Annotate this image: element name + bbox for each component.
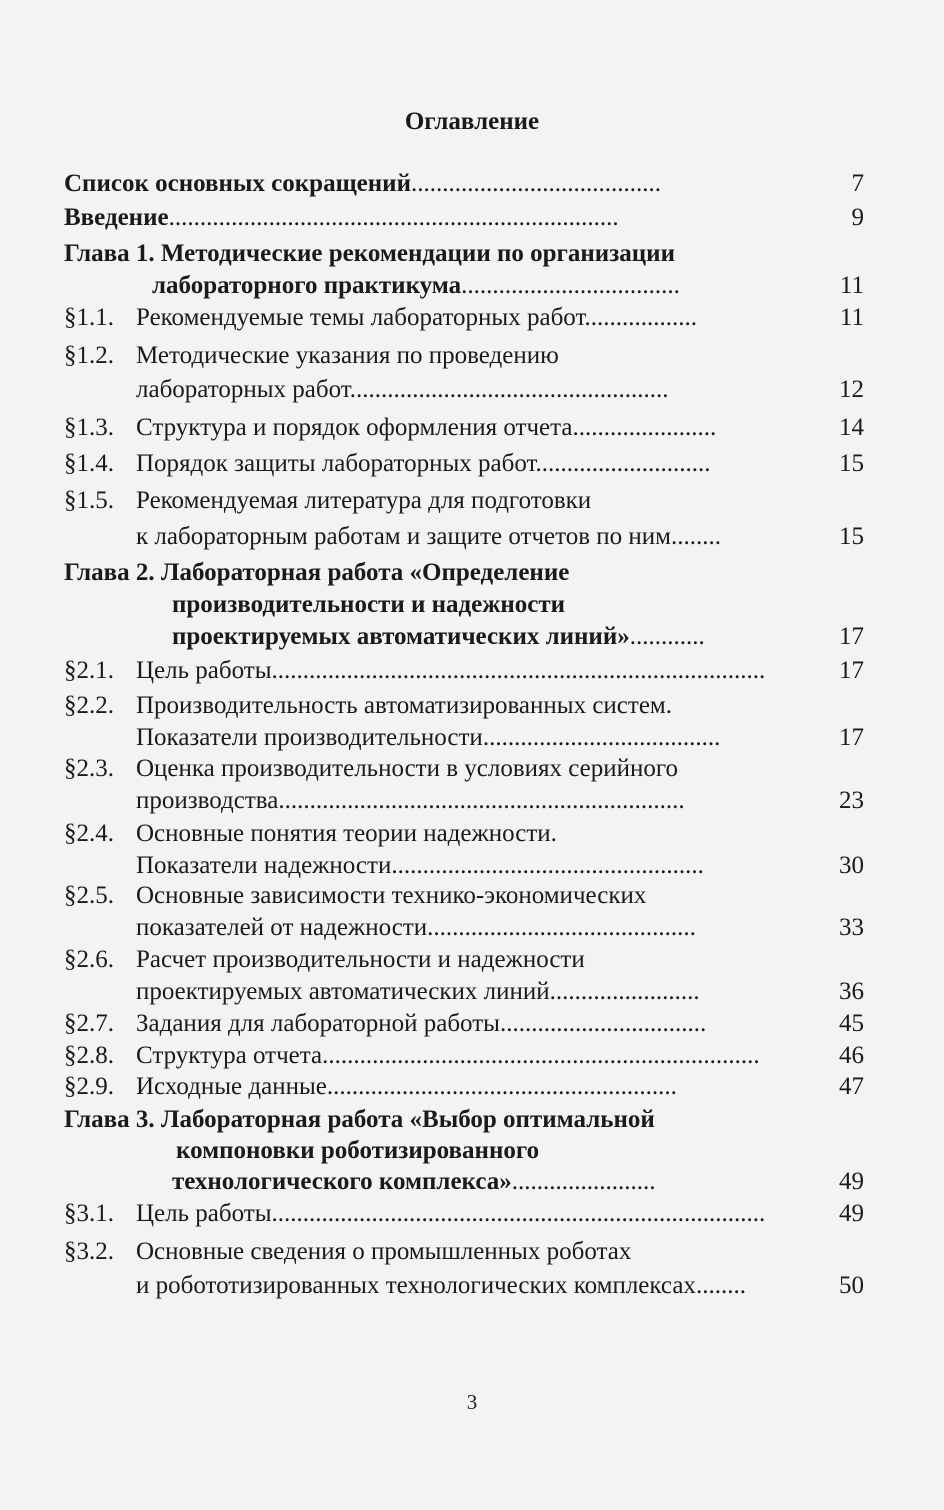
toc-page-number: 11: [839, 272, 864, 299]
toc-entry[interactable]: [136, 412, 812, 444]
toc-leader-dots: ..................................................: [391, 852, 704, 879]
toc-page-number: 49: [839, 1168, 864, 1195]
toc-entry[interactable]: [136, 1040, 812, 1072]
toc-section-number: §2.4.: [64, 820, 114, 847]
toc-leader-dots: .......................: [511, 1168, 656, 1195]
toc-entry[interactable]: [136, 485, 812, 517]
toc-section-number: §1.2.: [64, 342, 114, 369]
toc-page-number: 23: [839, 787, 864, 814]
toc-entry-title: Методические указания по проведению: [136, 342, 559, 369]
toc-entry-title: Основные понятия теории надежности.: [136, 820, 557, 847]
toc-entry-title: Структура отчета: [136, 1042, 323, 1069]
toc-entry-title: Основные зависимости технико-экономических: [136, 882, 647, 909]
toc-leader-dots: .................................: [499, 1010, 707, 1037]
toc-entry[interactable]: [136, 1236, 812, 1268]
toc-section-number: §3.2.: [64, 1238, 114, 1265]
toc-page-number: 17: [839, 657, 864, 684]
toc-section-number: §1.4.: [64, 450, 114, 477]
toc-entry-title: Исходные данные: [136, 1073, 327, 1100]
toc-entry-title: и робототизированных технологических комплексах: [136, 1272, 696, 1299]
toc-section-number: §2.8.: [64, 1042, 114, 1069]
toc-page-number: 49: [839, 1200, 864, 1227]
toc-entry-title: Цель работы: [136, 1200, 272, 1227]
toc-entry[interactable]: [176, 1135, 812, 1167]
toc-leader-dots: ...................................: [461, 272, 680, 299]
toc-entry-title: Рекомендуемые темы лабораторных работ: [136, 304, 585, 331]
toc-entry[interactable]: [136, 753, 812, 785]
toc-leader-dots: .......................: [572, 414, 717, 441]
toc-entry[interactable]: [64, 238, 812, 270]
toc-leader-dots: ............................: [535, 450, 711, 477]
toc-page-number: 47: [839, 1073, 864, 1100]
toc-page-number: 36: [839, 978, 864, 1005]
toc-leader-dots: ........: [671, 523, 721, 550]
toc-page-number: 46: [839, 1042, 864, 1069]
toc-entry-title: к лабораторным работам и защите отчетов по ним: [136, 523, 671, 550]
toc-entry-title: технологического комплекса»: [172, 1168, 512, 1195]
toc-entry[interactable]: [136, 521, 812, 553]
toc-entry[interactable]: [136, 818, 812, 850]
toc-page-number: 9: [851, 204, 864, 231]
toc-page-number: 15: [839, 450, 864, 477]
toc-entry-title: Расчет производительности и надежности: [136, 946, 585, 973]
toc-entry-title: компоновки роботизированного: [176, 1137, 540, 1164]
toc-page-number: 17: [839, 623, 864, 650]
toc-section-number: §2.6.: [64, 946, 114, 973]
toc-entry-title: Задания для лабораторной работы: [136, 1010, 500, 1037]
toc-entry[interactable]: [64, 557, 812, 589]
toc-entry-title: Список основных сокращений: [64, 170, 411, 197]
toc-entry-title: Производительность автоматизированных систем.: [136, 692, 672, 719]
toc-section-number: §2.5.: [64, 882, 114, 909]
toc-leader-dots: .................................................................: [278, 787, 685, 814]
toc-entry[interactable]: [152, 270, 812, 302]
toc-section-number: §1.5.: [64, 487, 114, 514]
toc-leader-dots: ........................................................................: [168, 204, 619, 231]
toc-entry-title: Цель работы: [136, 657, 272, 684]
toc-section-number: §3.1.: [64, 1200, 114, 1227]
toc-leader-dots: ..................: [584, 304, 697, 331]
toc-leader-dots: ........................................: [411, 170, 661, 197]
toc-section-number: §2.1.: [64, 657, 114, 684]
toc-entry-title: показателей от надежности: [136, 914, 428, 941]
toc-leader-dots: ............: [629, 623, 705, 650]
toc-entry-title: производства: [136, 787, 279, 814]
toc-entry-title: Структура и порядок оформления отчета: [136, 414, 573, 441]
toc-entry[interactable]: [136, 374, 812, 406]
toc-entry[interactable]: [136, 850, 812, 882]
toc-page-number: 17: [839, 724, 864, 751]
toc-entry-title: Глава 1. Методические рекомендации по организации: [64, 240, 675, 267]
toc-leader-dots: ........................: [549, 978, 700, 1005]
toc-entry-title: проектируемых автоматических линий»: [172, 623, 630, 650]
toc-entry[interactable]: [136, 448, 812, 480]
toc-entry-title: Порядок защиты лабораторных работ: [136, 450, 536, 477]
toc-entry[interactable]: [136, 976, 812, 1008]
toc-page-number: 30: [839, 852, 864, 879]
toc-leader-dots: ......................................: [482, 724, 721, 751]
toc-leader-dots: ...............................................................................: [271, 657, 766, 684]
toc-entry[interactable]: [136, 1008, 812, 1040]
toc-section-number: §2.9.: [64, 1073, 114, 1100]
toc-leader-dots: ........................................................: [326, 1073, 677, 1100]
toc-entry[interactable]: [64, 202, 812, 234]
toc-entry[interactable]: [136, 1270, 812, 1302]
toc-leader-dots: ...................................................: [349, 376, 669, 403]
toc-entry-title: Показатели производительности: [136, 724, 483, 751]
toc-entry[interactable]: [172, 589, 812, 621]
toc-entry[interactable]: [64, 1104, 812, 1136]
page-number: 3: [466, 1390, 478, 1414]
toc-entry[interactable]: [136, 690, 812, 722]
toc-entry-title: Глава 2. Лабораторная работа «Определение: [64, 559, 570, 586]
toc-leader-dots: ...........................................: [427, 914, 696, 941]
toc-page-number: 15: [839, 523, 864, 550]
toc-leader-dots: ........: [695, 1272, 746, 1299]
toc-page-number: 33: [839, 914, 864, 941]
toc-entry-title: Основные сведения о промышленных роботах: [136, 1238, 632, 1265]
toc-page-number: 12: [839, 376, 864, 403]
toc-entry[interactable]: [172, 1166, 812, 1198]
toc-entry-title: лабораторного практикума: [152, 272, 462, 299]
toc-leader-dots: ...............................................................................: [271, 1200, 766, 1227]
toc-entry[interactable]: [136, 912, 812, 944]
toc-page-number: 45: [839, 1010, 864, 1037]
toc-entry[interactable]: [136, 1071, 812, 1103]
toc-entry-title: проектируемых автоматических линий: [136, 978, 550, 1005]
toc-page-number: 50: [839, 1272, 864, 1299]
toc-entry[interactable]: [136, 944, 812, 976]
page-title: Оглавление: [404, 108, 540, 135]
toc-leader-dots: ......................................................................: [322, 1042, 760, 1069]
toc-section-number: §2.3.: [64, 755, 114, 782]
toc-entry-title: Показатели надежности: [136, 852, 392, 879]
toc-entry[interactable]: [136, 340, 812, 372]
toc-page-number: 14: [839, 414, 864, 441]
toc-section-number: §2.7.: [64, 1010, 114, 1037]
toc-section-number: §1.3.: [64, 414, 114, 441]
toc-entry-title: производительности и надежности: [172, 591, 566, 618]
toc-entry-title: Введение: [64, 204, 169, 231]
toc-entry-title: Оценка производительности в условиях серийного: [136, 755, 679, 782]
toc-page-number: 11: [839, 304, 864, 331]
toc-entry[interactable]: [172, 621, 812, 653]
toc-entry-title: Рекомендуемая литература для подготовки: [136, 487, 592, 514]
toc-section-number: §1.1.: [64, 304, 114, 331]
toc-entry[interactable]: [136, 655, 812, 687]
toc-entry-title: Глава 3. Лабораторная работа «Выбор оптимальной: [64, 1106, 655, 1133]
toc-entry[interactable]: [136, 1198, 812, 1230]
toc-section-number: §2.2.: [64, 692, 114, 719]
toc-entry[interactable]: [136, 785, 812, 817]
toc-entry[interactable]: [136, 880, 812, 912]
toc-entry[interactable]: [136, 302, 812, 334]
toc-entry-title: лабораторных работ: [136, 376, 350, 403]
toc-page-number: 7: [851, 170, 864, 197]
toc-entry[interactable]: [136, 722, 812, 754]
toc-entry[interactable]: [64, 168, 812, 200]
